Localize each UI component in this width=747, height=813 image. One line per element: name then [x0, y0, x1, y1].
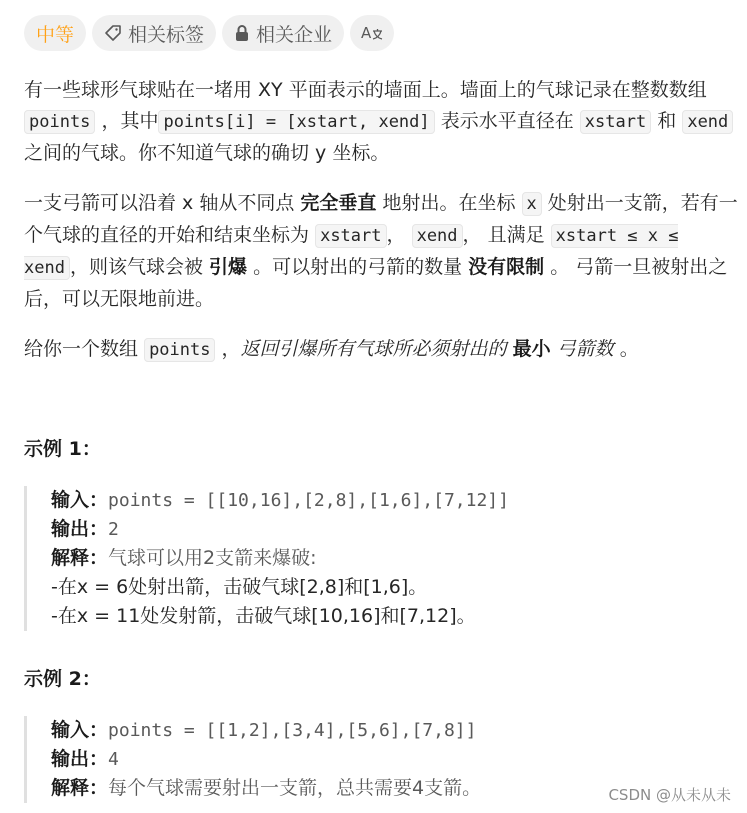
difficulty-badge[interactable]	[24, 15, 86, 51]
font-size-button[interactable]	[350, 15, 394, 51]
explanation-label: 解释：	[51, 547, 109, 569]
text: ，其中	[101, 110, 159, 132]
svg-text:A: A	[361, 24, 372, 42]
code-text: ≤ x ≤ x	[24, 226, 679, 278]
text: 。 弓箭一旦被射出之后，可以无限地前进。	[24, 256, 728, 310]
text: 有一些球形气球贴在一堵用 XY 平面表示的墙面上。墙面上的气球记录在整数数组	[24, 79, 707, 101]
code-text: points[i] = [x	[163, 112, 307, 132]
output-label: 输出：	[51, 748, 109, 770]
inline-code	[315, 224, 386, 248]
inline-code	[580, 110, 651, 134]
text: 给你一个数组	[24, 338, 139, 360]
text: 。可以射出的弓箭的数量	[253, 256, 463, 278]
text: ， 且满足	[462, 224, 545, 246]
bold-text: 完全垂直	[300, 192, 377, 214]
text: 表示水平直径在	[440, 110, 574, 132]
example-1-explanation	[51, 544, 724, 573]
example-1-explanation-line-1: -在x = 6处射出箭，击破气球[2,8]和[1,6]。	[51, 576, 428, 598]
code-sub: end	[426, 226, 458, 246]
example-1-output	[51, 515, 724, 544]
related-companies-label: 相关企业	[256, 23, 333, 46]
italic-text: 弓箭数	[556, 338, 614, 360]
text: 一支弓箭可以沿着 x 轴从不同点	[24, 192, 295, 214]
text: 之间的气球。你不知道气球的确切 y 坐标。	[24, 142, 390, 164]
input-value: points = [[1,2],[3,4],[5,6],[7,8]]	[108, 720, 477, 741]
inline-code	[682, 110, 733, 134]
output-label: 输出：	[51, 518, 109, 540]
description-paragraph-3	[24, 334, 744, 366]
text: 处射出一支箭，若有一个气球的直径的开始和结束坐标为	[24, 192, 738, 246]
code-text: x	[687, 112, 698, 132]
related-tags-label: 相关标签	[128, 23, 205, 46]
code-text: , x	[357, 112, 389, 132]
inline-code	[24, 110, 95, 134]
bold-text: 没有限制	[468, 256, 545, 278]
code-sub: start	[595, 112, 647, 132]
code-text: points	[29, 112, 91, 132]
text: 。	[619, 338, 639, 360]
code-text: x	[526, 194, 537, 214]
explanation-value: 每个气球需要射出一支箭，总共需要4支箭。	[108, 777, 482, 799]
lock-icon	[234, 24, 250, 42]
example-1-input	[51, 486, 724, 515]
tag-bar	[24, 15, 394, 51]
problem-description	[24, 75, 744, 385]
text: 和	[657, 110, 677, 132]
code-sub: start	[330, 226, 382, 246]
code-text: x	[320, 226, 331, 246]
output-value: 4	[108, 749, 119, 770]
text: ，则该气球会被	[69, 256, 203, 278]
code-text: points	[149, 340, 211, 360]
example-2-input	[51, 716, 724, 745]
description-paragraph-2	[24, 188, 744, 315]
code-text: x	[555, 226, 566, 246]
bold-text: 最小	[512, 338, 551, 360]
inline-code	[522, 192, 542, 216]
bold-text: 引爆	[209, 256, 248, 278]
code-text: x	[416, 226, 427, 246]
example-2-output	[51, 745, 724, 774]
code-text: ]	[419, 112, 430, 132]
difficulty-label: 中等	[36, 23, 75, 46]
tag-icon	[104, 24, 122, 42]
example-1-block	[24, 486, 724, 631]
code-sub: start	[306, 112, 358, 132]
description-paragraph-1	[24, 75, 744, 169]
input-label: 输入：	[51, 719, 109, 741]
italic-text: 返回引爆所有气球所必须射出的	[240, 338, 507, 360]
explanation-label: 解释：	[51, 777, 109, 799]
inline-code	[144, 338, 215, 362]
code-sub: end	[34, 258, 65, 278]
example-1-title: 示例 1：	[24, 438, 101, 460]
input-value: points = [[10,16],[2,8],[1,6],[7,12]]	[108, 490, 509, 511]
text: ，	[221, 338, 241, 360]
inline-code	[158, 110, 434, 134]
explanation-value: 气球可以用2支箭来爆破:	[108, 547, 317, 569]
code-sub: end	[697, 112, 729, 132]
code-text: x	[584, 112, 596, 132]
input-label: 输入：	[51, 489, 109, 511]
related-tags-button[interactable]	[92, 15, 216, 51]
code-sub: start	[565, 226, 618, 246]
output-value: 2	[108, 519, 119, 540]
text: ，	[386, 224, 406, 246]
translate-icon	[360, 23, 384, 43]
example-1-explanation-line-2: -在x = 11处发射箭，击破气球[10,16]和[7,12]。	[51, 605, 476, 627]
csdn-watermark: CSDN @从未从未	[608, 786, 731, 804]
example-2-title: 示例 2：	[24, 668, 101, 690]
text: 地射出。在坐标	[382, 192, 516, 214]
code-sub: end	[388, 112, 420, 132]
inline-code	[412, 224, 463, 248]
related-companies-button[interactable]	[222, 15, 344, 51]
